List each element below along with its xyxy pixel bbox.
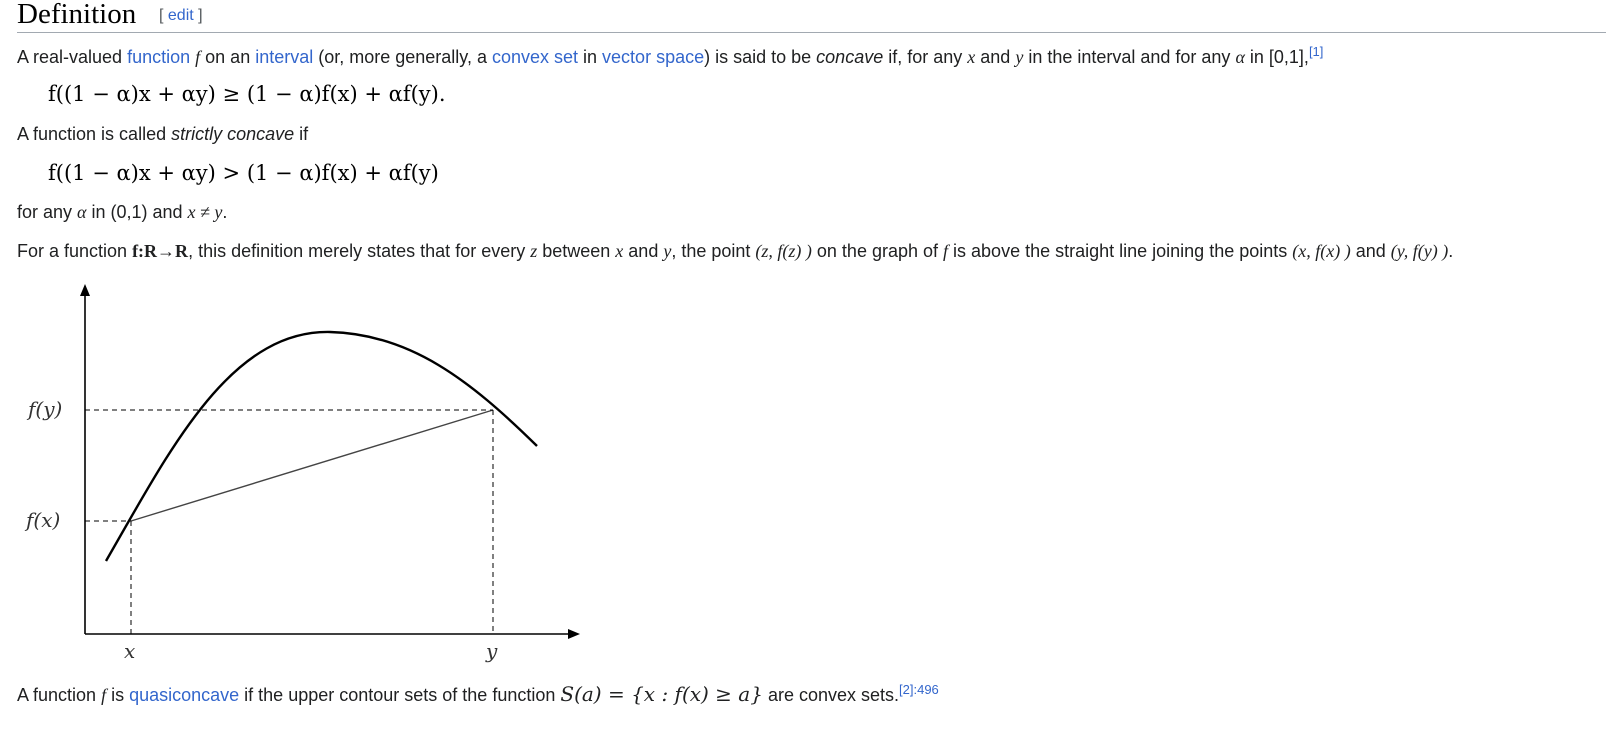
vector-space-link[interactable]: vector space: [602, 47, 705, 67]
y-axis-arrow: [80, 284, 90, 296]
edit-bracket-open: [: [159, 7, 168, 24]
text: on an: [200, 47, 256, 67]
var-y: y: [1015, 47, 1024, 67]
section-heading: [17, 0, 1606, 33]
text: A function is called: [17, 124, 172, 144]
text: for any: [17, 202, 78, 222]
text: ) is said to be: [704, 47, 817, 67]
edit-section: [159, 7, 203, 25]
strict-inequality: f((1 − α)x + αy) > (1 − α)f(x) + αf(y): [48, 161, 439, 185]
text: in: [578, 47, 603, 67]
point-y: (y, f(y) ): [1390, 241, 1449, 261]
point-z: (z, f(z) ): [755, 241, 812, 261]
quasiconcave-link[interactable]: quasiconcave: [129, 685, 240, 705]
concave-curve: [106, 332, 537, 561]
fy-label: f(y): [28, 397, 63, 421]
text: and: [623, 241, 664, 261]
condition-paragraph: [17, 202, 227, 223]
text: are convex sets.: [762, 685, 900, 705]
text: if the upper contour sets of the function: [239, 685, 561, 705]
text: A function: [17, 685, 102, 705]
section-title: Definition: [17, 0, 137, 30]
y-tick-label: y: [486, 639, 498, 663]
var-alpha: α: [1235, 47, 1245, 67]
text: and: [1350, 241, 1391, 261]
text: (or, more generally, a: [313, 47, 492, 67]
x-tick-label: x: [124, 639, 136, 663]
chord-line: [131, 410, 493, 521]
interval-link[interactable]: interval: [255, 47, 314, 67]
var-f: f: [943, 241, 949, 261]
reference-2-link[interactable]: [2]:496: [899, 682, 939, 697]
graph-interpretation-paragraph: [17, 241, 1453, 262]
quasiconcave-paragraph: [17, 682, 939, 706]
x-axis-arrow: [568, 629, 580, 639]
var-alpha: α: [77, 202, 87, 222]
text: , this definition merely states that for every: [188, 241, 531, 261]
concave-function-graph: [0, 270, 600, 670]
condition-x-neq-y: x ≠ y: [187, 202, 223, 222]
strict-paragraph: [17, 124, 308, 145]
var-f: f: [195, 47, 201, 67]
edit-link[interactable]: edit: [167, 7, 194, 24]
text: For a function: [17, 241, 133, 261]
text: if: [294, 124, 309, 144]
function-mapping: f:R→R: [132, 241, 189, 261]
edit-bracket-close: ]: [193, 7, 203, 24]
text: .: [222, 202, 228, 222]
text: in (0,1) and: [86, 202, 188, 222]
var-x: x: [967, 47, 976, 67]
text: and: [975, 47, 1016, 67]
term-concave: concave: [816, 47, 884, 67]
upper-contour-set-formula: S(a) = {x : f(x) ≥ a}: [560, 682, 763, 706]
text: if, for any: [883, 47, 968, 67]
definition-paragraph: [17, 44, 1323, 68]
text: is: [106, 685, 130, 705]
text: on the graph of: [811, 241, 944, 261]
concavity-inequality: f((1 − α)x + αy) ≥ (1 − α)f(x) + αf(y).: [48, 82, 446, 106]
reference-1-link[interactable]: [1]: [1308, 44, 1324, 59]
term-strictly-concave: strictly concave: [171, 124, 295, 144]
fx-label: f(x): [26, 508, 61, 532]
text: in the interval and for any: [1023, 47, 1236, 67]
var-x: x: [615, 241, 624, 261]
var-f: f: [101, 685, 107, 705]
text: A real-valued: [17, 47, 128, 67]
point-x: (x, f(x) ): [1292, 241, 1351, 261]
text: is above the straight line joining the points: [948, 241, 1293, 261]
convex-set-link[interactable]: convex set: [491, 47, 579, 67]
var-y: y: [663, 241, 672, 261]
text: .: [1448, 241, 1454, 261]
text: in [0,1],: [1244, 47, 1309, 67]
text: between: [537, 241, 616, 261]
var-z: z: [530, 241, 538, 261]
text: , the point: [671, 241, 756, 261]
function-link[interactable]: function: [127, 47, 191, 67]
